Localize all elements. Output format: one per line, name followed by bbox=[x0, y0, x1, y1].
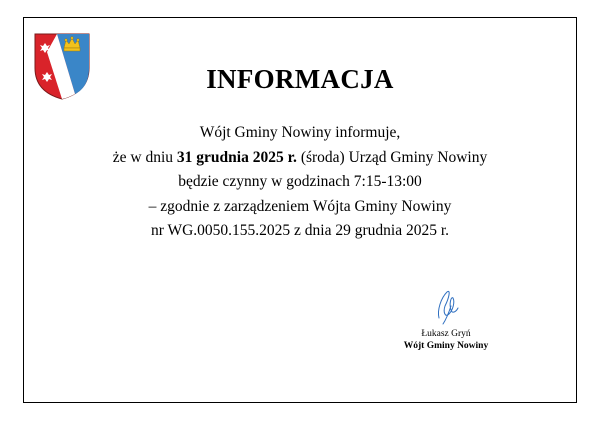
handwritten-signature-icon bbox=[433, 288, 463, 328]
signer-role: Wójt Gminy Nowiny bbox=[403, 341, 489, 351]
body-line-1: Wójt Gminy Nowiny informuje, bbox=[199, 124, 401, 141]
signer-name: Łukasz Gryń bbox=[421, 329, 471, 339]
body-line-5: nr WG.0050.155.2025 z dnia 29 grudnia 2025 r. bbox=[150, 222, 450, 239]
body-line-2 bbox=[0, 146, 600, 171]
closing-date: 31 grudnia 2025 r. bbox=[176, 148, 297, 166]
body-line-2-post: (środa) Urząd Gminy Nowiny bbox=[296, 148, 488, 166]
announcement-body bbox=[0, 121, 600, 244]
body-line-4: – zgodnie z zarządzeniem Wójta Gminy Nowiny bbox=[148, 197, 452, 215]
document-title: INFORMACJA bbox=[206, 64, 394, 94]
body-line-2-pre: że w dniu bbox=[112, 148, 177, 166]
body-line-3: będzie czynny w godzinach 7:15-13:00 bbox=[178, 173, 422, 190]
signer-block bbox=[396, 328, 496, 352]
